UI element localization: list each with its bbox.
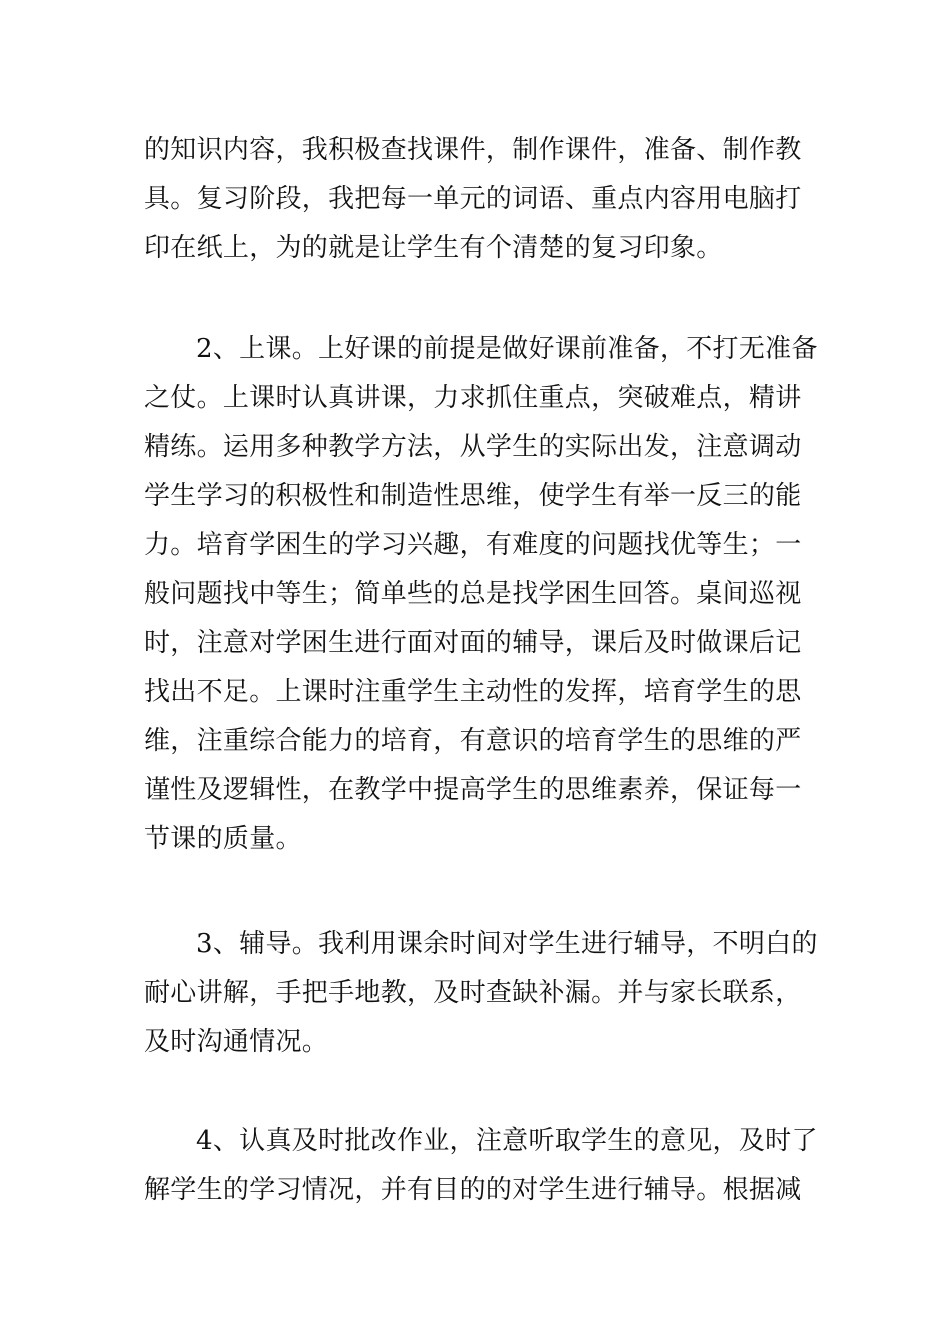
paragraph-tutoring bbox=[144, 920, 818, 1067]
text-line: 2、上课。上好课的前提是做好课前准备，不打无准备 bbox=[196, 334, 818, 364]
text-line: 力。培育学困生的学习兴趣，有难度的问题找优等生；一 bbox=[144, 530, 802, 560]
text-line: 具。复习阶段，我把每一单元的词语、重点内容用电脑打 bbox=[144, 184, 802, 214]
text-line: 3、辅导。我利用课余时间对学生进行辅导，不明白的 bbox=[196, 929, 818, 959]
text-line: 印在纸上，为的就是让学生有个清楚的复习印象。 bbox=[144, 233, 723, 263]
text-line: 般问题找中等生；简单些的总是找学困生回答。桌间巡视 bbox=[144, 579, 802, 609]
text-line: 节课的质量。 bbox=[144, 824, 302, 854]
text-line: 时，注意对学困生进行面对面的辅导，课后及时做课后记 bbox=[144, 628, 802, 658]
text-line: 学生学习的积极性和制造性思维，使学生有举一反三的能 bbox=[144, 481, 802, 511]
paragraph-teaching bbox=[144, 325, 818, 864]
text-line: 维，注重综合能力的培育，有意识的培育学生的思维的严 bbox=[144, 726, 802, 756]
text-line: 解学生的学习情况，并有目的的对学生进行辅导。根据减 bbox=[144, 1175, 802, 1205]
paragraph-homework bbox=[144, 1117, 818, 1215]
text-line: 找出不足。上课时注重学生主动性的发挥，培育学生的思 bbox=[144, 677, 802, 707]
text-line: 之仗。上课时认真讲课，力求抓住重点，突破难点，精讲 bbox=[144, 383, 802, 413]
text-line: 谨性及逻辑性，在教学中提高学生的思维素养，保证每一 bbox=[144, 775, 802, 805]
text-line: 4、认真及时批改作业，注意听取学生的意见，及时了 bbox=[196, 1126, 818, 1156]
text-line: 精练。运用多种教学方法，从学生的实际出发，注意调动 bbox=[144, 432, 802, 462]
text-line: 及时沟通情况。 bbox=[144, 1027, 329, 1057]
paragraph-course-materials bbox=[144, 126, 808, 273]
text-line: 耐心讲解，手把手地教，及时查缺补漏。并与家长联系， bbox=[144, 978, 802, 1008]
text-line: 的知识内容，我积极查找课件，制作课件，准备、制作教 bbox=[144, 135, 802, 165]
